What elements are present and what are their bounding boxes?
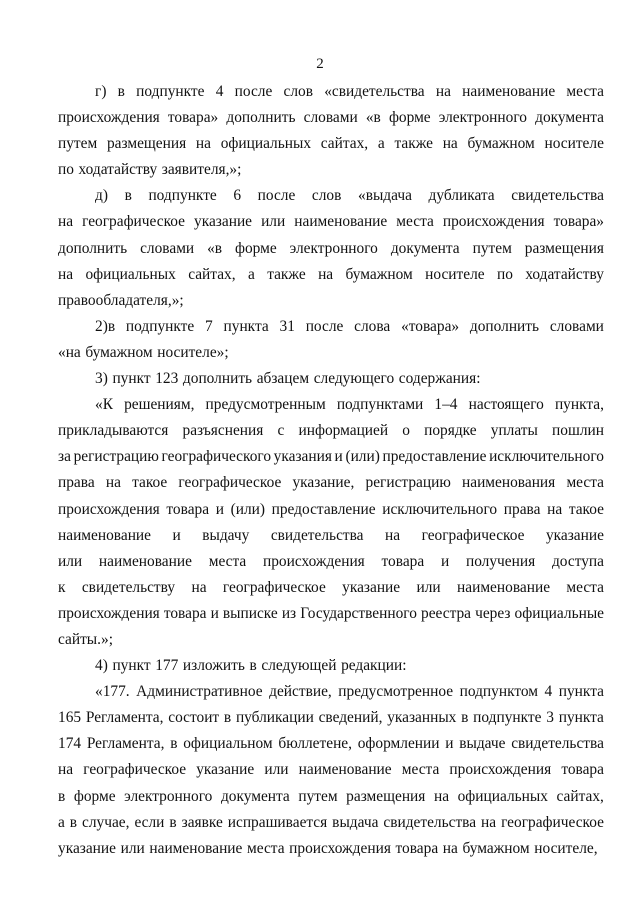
text-line: 2)в подпункте 7 пункта 31 после слова «товара» дополнить словами [95,317,604,335]
text-line: «177. Административное действие, предусмотренное подпунктом 4 пункта [95,683,604,701]
text-line: «на бумажном носителе»; [58,343,229,361]
paragraph [58,186,604,316]
paragraph [58,369,604,395]
text-line: на географическое указание или наименование места происхождения товара [58,761,604,779]
text-line: правообладателя,»; [58,291,184,309]
text-line: или наименование места происхождения товара и получения доступа [58,552,604,570]
text-line: за регистрацию географического указания и (или) предоставление исключительного [58,448,604,466]
text-line: по ходатайству заявителя,»; [58,161,242,179]
text-line: путем размещения на официальных сайтах, а также на бумажном носителе [58,135,604,153]
text-line: происхождения товара» дополнить словами «в форме электронного документа [58,109,604,127]
text-line: на официальных сайтах, а также на бумажном носителе по ходатайству [58,265,604,283]
text-line: на географическое указание или наименование места происхождения товара» [58,213,604,231]
text-line: дополнить словами «в форме электронного документа путем размещения [58,239,604,257]
text-line: «К решениям, предусмотренным подпунктами 1–4 настоящего пункта, [95,396,604,414]
text-line: 174 Регламента, в официальном бюллетене, оформлении и выдаче свидетельства [58,735,604,753]
text-line: происхождения товара и (или) предоставление исключительного права на такое [58,500,604,518]
text-line: прикладываются разъяснения с информацией о порядке уплаты пошлин [58,422,604,440]
document-body [58,82,604,865]
text-line: к свидетельству на географическое указание или наименование места [58,578,604,596]
text-line: 3) пункт 123 дополнить абзацем следующего содержания: [95,370,481,388]
text-line: а в случае, если в заявке испрашивается выдача свидетельства на географическое [58,813,604,831]
text-line: сайты.»; [58,630,113,648]
text-line: указание или наименование места происхождения товара на бумажном носителе, [58,839,598,857]
paragraph [58,395,604,656]
text-line: наименование и выдачу свидетельства на географическое указание [58,526,604,544]
text-line: происхождения товара и выписке из Государственного реестра через официальные [58,604,604,622]
text-line: 165 Регламента, состоит в публикации сведений, указанных в подпункте 3 пункта [58,709,604,727]
paragraph [58,656,604,682]
text-line: в форме электронного документа путем размещения на официальных сайтах, [58,787,604,805]
text-line: права на такое географическое указание, регистрацию наименования места [58,474,604,492]
text-line: г) в подпункте 4 после слов «свидетельства на наименование места [95,83,604,100]
text-line: д) в подпункте 6 после слов «выдача дубликата свидетельства [95,187,604,205]
page-number: 2 [316,56,324,72]
paragraph [58,682,604,865]
paragraph [58,82,604,186]
text-line: 4) пункт 177 изложить в следующей редакции: [95,657,407,675]
paragraph [58,317,604,369]
